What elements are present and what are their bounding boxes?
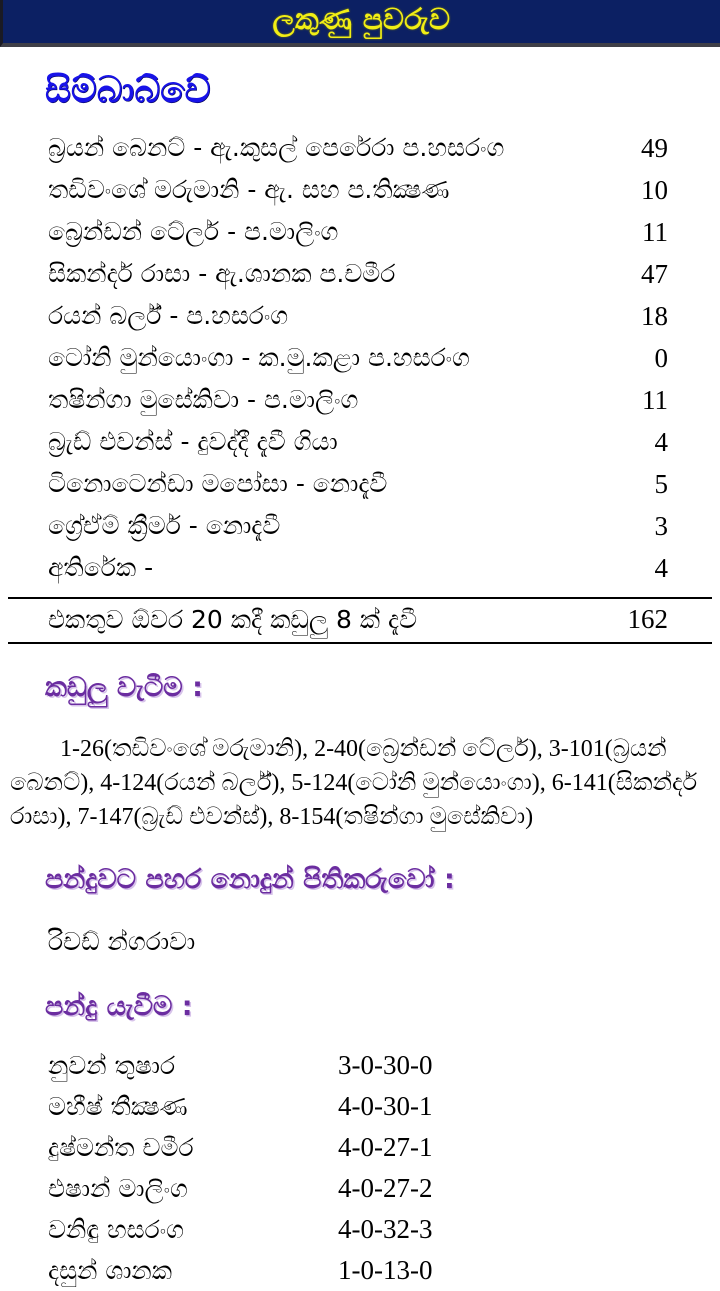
bowler-figures: 4-0-32-3 <box>338 1214 433 1245</box>
batsman-runs: 0 <box>654 342 668 373</box>
bowler-figures: 4-0-30-1 <box>338 1091 433 1122</box>
table-row <box>0 421 720 463</box>
fall-of-wickets-heading: කඩුලු වැටීම : <box>45 672 203 703</box>
batsman-dismissal: රයන් බර්ල් - ප.හසරංග <box>48 301 289 330</box>
table-row <box>0 1086 720 1127</box>
scoreboard-title: ලකුණු පුවරුව <box>272 2 451 36</box>
total-row <box>8 597 712 644</box>
batsman-dismissal: ග්‍රේඒම් ක්‍රීමර් - නොදැවී <box>48 511 281 540</box>
table-row <box>0 547 720 589</box>
fall-of-wickets-text: 1-26(තඩිවංශේ මරුමානි), 2-40(බ්‍රෙන්ඩන් ටේලර්), 3-101(බ්‍රයන් බෙනට්), 4-124(රයන් බර්ල්), 5-124(ටෝනි මුන්යොංගා), 6-141(සිකන්දර් රාසා), 7-147(බ්‍රැඩ් එවන්ස්), 8-154(තෂින්ගා මුසේකිවා) <box>10 736 698 831</box>
batsman-dismissal: බ්‍රෙන්ඩන් ටේලර් - ප.මාලිංග <box>48 217 339 246</box>
batsman-dismissal: තෂින්ගා මුසේකිවා - ප.මාලිංග <box>48 385 359 414</box>
batsman-runs: 49 <box>641 132 668 163</box>
table-row <box>0 1168 720 1209</box>
table-row <box>0 505 720 547</box>
batsman-runs: 47 <box>641 258 668 289</box>
bowler-figures: 3-0-30-0 <box>338 1050 433 1081</box>
bowler-name: දුෂ්මන්ත චමීර <box>48 1132 194 1162</box>
batsman-dismissal: ටෝනි මුන්යොංගා - ක.මු.කළා ප.හසරංග <box>48 343 470 372</box>
table-row <box>0 1127 720 1168</box>
extras-runs: 4 <box>654 552 668 583</box>
table-row <box>0 337 720 379</box>
table-row <box>0 295 720 337</box>
batsman-runs: 11 <box>642 216 668 247</box>
bowler-name: එෂාන් මාලිංග <box>48 1173 188 1203</box>
batsman-runs: 11 <box>642 384 668 415</box>
bowler-figures: 4-0-27-1 <box>338 1132 433 1163</box>
table-row <box>0 1250 720 1291</box>
total-label: එකතුව ඕවර 20 කදී කඩුලු 8 ක් දැවී <box>48 604 418 634</box>
table-row <box>0 1209 720 1250</box>
bowler-name: දසුන් ශානක <box>48 1255 173 1285</box>
batsman-runs: 10 <box>641 174 668 205</box>
batsman-runs: 5 <box>654 468 668 499</box>
table-row <box>0 1045 720 1086</box>
team-name-heading: සිම්බාබ්වේ <box>45 70 211 111</box>
table-row <box>0 379 720 421</box>
bowler-name: මහීෂ් තීක්‍ෂණ <box>48 1091 188 1121</box>
extras-label: අතිරේක - <box>48 553 154 582</box>
bowler-name: නුවන් තුෂාර <box>48 1050 176 1080</box>
bowler-name: වනිඳු හසරංග <box>48 1214 184 1244</box>
batsman-dismissal: ටිනොටෙන්ඩා මපෝසා - නොදැවී <box>48 469 388 498</box>
table-row <box>0 211 720 253</box>
batsman-runs: 18 <box>641 300 668 331</box>
batsman-dismissal: සිකන්දර් රාසා - ඇ.ශානක ප.චමීර <box>48 259 396 288</box>
bowling-heading: පන්දු යැවීම : <box>45 990 193 1022</box>
batsman-dismissal: බ්‍රයන් බෙනට් - ඇ.කුසල් පෙරේරා ප.හසරංග <box>48 133 505 162</box>
table-row <box>0 169 720 211</box>
table-row <box>0 463 720 505</box>
batsman-dismissal: තඩිවංශේ මරුමානි - ඇ. සහ ප.තික්‍ෂණ <box>48 175 450 204</box>
table-row <box>0 253 720 295</box>
batting-list <box>0 127 720 589</box>
batsman-runs: 3 <box>654 510 668 541</box>
total-runs: 162 <box>627 604 668 634</box>
batsman-runs: 4 <box>654 426 668 457</box>
batsman-dismissal: බ්‍රැඩ් එවන්ස් - දුවද්දී දැවී ගියා <box>48 427 338 456</box>
bowling-list <box>0 1045 720 1291</box>
bowler-figures: 4-0-27-2 <box>338 1173 433 1204</box>
scoreboard-header-bar <box>0 0 720 47</box>
table-row <box>0 127 720 169</box>
did-not-bat-players: රිචඩ් න්ගරාවා <box>48 926 196 956</box>
did-not-bat-heading: පන්දුවට පහර නොදුන් පිතිකරුවෝ : <box>45 864 455 896</box>
bowler-figures: 1-0-13-0 <box>338 1255 433 1286</box>
